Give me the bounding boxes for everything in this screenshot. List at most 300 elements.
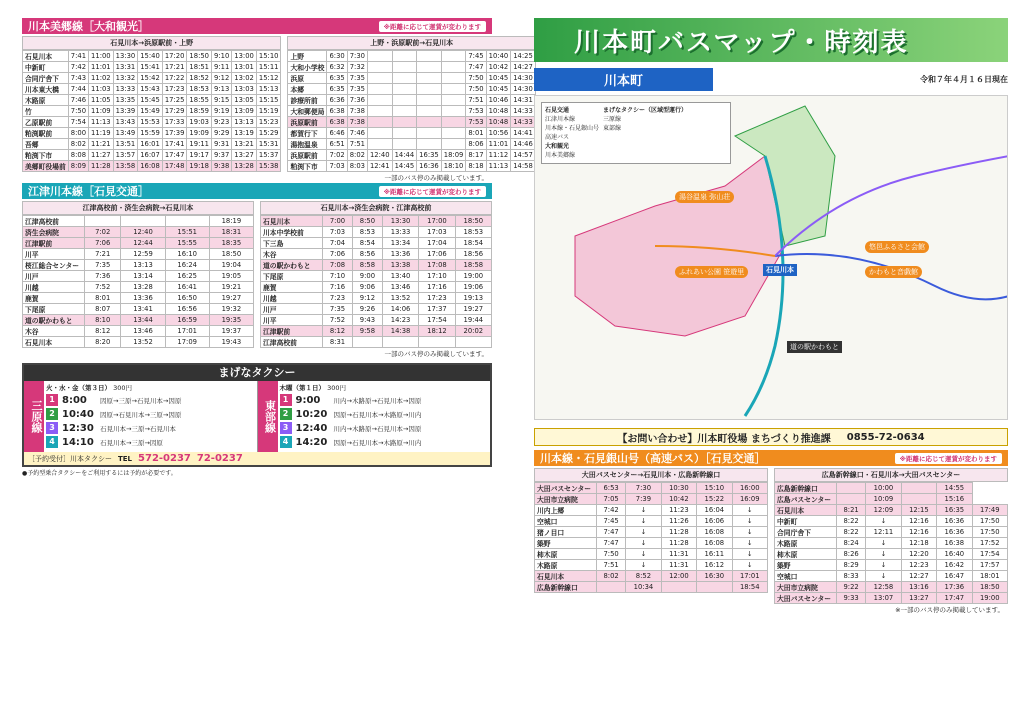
- table-row: [23, 304, 254, 315]
- route-heading: 上野・浜原駅前→石見川本: [287, 36, 535, 50]
- departure-time: 10:42: [661, 494, 696, 505]
- departure-time: ↓: [866, 571, 901, 582]
- departure-time: 20:02: [455, 326, 491, 337]
- stop-name: 川戸: [261, 304, 323, 315]
- departure-time: 18:09: [441, 150, 466, 161]
- trip-number-badge: 3: [46, 422, 58, 434]
- taxi-title: まげなタクシー: [24, 365, 490, 381]
- departure-time: 8:02: [68, 139, 88, 150]
- departure-time: 7:46: [347, 128, 367, 139]
- table-row: [775, 527, 1008, 538]
- departure-time: 11:12: [486, 150, 511, 161]
- departure-time: 16:08: [697, 538, 732, 549]
- stop-name: 都賀行下: [288, 128, 327, 139]
- departure-time: 13:28: [121, 282, 165, 293]
- table-row: [288, 95, 535, 106]
- timetable: [774, 482, 1008, 604]
- departure-time: 9:26: [352, 304, 382, 315]
- trip-time: 14:10: [62, 436, 94, 448]
- departure-time: ↓: [866, 560, 901, 571]
- stop-name: 本郷: [288, 84, 327, 95]
- departure-time: 7:03: [323, 227, 353, 238]
- stop-name: 美郷町役場前: [23, 161, 69, 172]
- departure-time: 13:07: [866, 593, 901, 604]
- departure-time: ↓: [732, 538, 767, 549]
- departure-time: 16:36: [937, 516, 972, 527]
- departure-time: 12:16: [901, 527, 936, 538]
- table-row: [261, 337, 492, 348]
- departure-time: 9:58: [352, 326, 382, 337]
- departure-time: 13:05: [232, 95, 257, 106]
- departure-time: 17:48: [162, 161, 187, 172]
- departure-time: 7:30: [347, 51, 367, 62]
- departure-time: 9:38: [212, 161, 232, 172]
- left-column: [22, 18, 533, 477]
- departure-time: 15:45: [138, 95, 163, 106]
- departure-time: 13:27: [232, 150, 257, 161]
- departure-time: 15:22: [697, 494, 732, 505]
- departure-time: 8:24: [837, 538, 866, 549]
- departure-time: 18:54: [455, 238, 491, 249]
- departure-time: 15:16: [937, 494, 972, 505]
- departure-time: 17:01: [732, 571, 767, 582]
- departure-time: 16:06: [697, 516, 732, 527]
- departure-time: [441, 51, 466, 62]
- departure-time: 7:51: [466, 95, 486, 106]
- table-row: [23, 282, 254, 293]
- departure-time: [441, 73, 466, 84]
- table-row: [288, 139, 535, 150]
- taxi-footnote: ●予約型乗合タクシーをご利用するには予約が必要です。: [22, 470, 177, 477]
- stop-name: 広島新幹線口: [535, 582, 597, 593]
- departure-time: [417, 73, 442, 84]
- departure-time: 12:23: [901, 560, 936, 571]
- departure-time: 11:31: [661, 560, 696, 571]
- table-row: [23, 73, 281, 84]
- tel-label: TEL: [118, 454, 133, 463]
- departure-time: 14:41: [511, 128, 536, 139]
- departure-time: 13:13: [121, 260, 165, 271]
- departure-time: 13:36: [121, 293, 165, 304]
- stop-name: 広島新幹線口: [775, 483, 837, 494]
- departure-time: 13:13: [232, 117, 257, 128]
- departure-time: 7:35: [347, 73, 367, 84]
- departure-time: 13:40: [382, 271, 418, 282]
- departure-time: 16:01: [138, 139, 163, 150]
- route-map[interactable]: [534, 95, 1008, 420]
- departure-time: 7:21: [85, 249, 121, 260]
- departure-time: 7:50: [597, 549, 626, 560]
- departure-time: 14:27: [511, 62, 536, 73]
- departure-time: 17:00: [419, 216, 455, 227]
- table-row: [288, 62, 535, 73]
- departure-time: 12:00: [661, 571, 696, 582]
- fare-value: 300円: [327, 384, 346, 392]
- departure-time: 15:12: [256, 73, 281, 84]
- departure-time: [901, 494, 936, 505]
- departure-time: 18:53: [187, 84, 212, 95]
- departure-time: 19:05: [209, 271, 253, 282]
- departure-time: 17:39: [162, 128, 187, 139]
- table-row: [23, 51, 281, 62]
- departure-time: 8:09: [68, 161, 88, 172]
- fare-value: 300円: [113, 384, 132, 392]
- stop-name: 上野: [288, 51, 327, 62]
- departure-time: 14:31: [511, 95, 536, 106]
- stop-name: 済生会病院: [23, 227, 85, 238]
- departure-time: 7:42: [68, 62, 88, 73]
- service-days: 火・水・金（第３日） 300円: [46, 384, 132, 392]
- stop-name: 築野: [775, 560, 837, 571]
- departure-time: ↓: [732, 516, 767, 527]
- departure-time: 7:06: [323, 249, 353, 260]
- departure-time: 9:10: [212, 51, 232, 62]
- table-row: [23, 95, 281, 106]
- departure-time: 11:02: [89, 73, 114, 84]
- contact-phone[interactable]: 0855-72-0634: [846, 431, 925, 443]
- departure-time: 19:35: [209, 315, 253, 326]
- contact-bar: [534, 428, 1008, 446]
- departure-time: 9:22: [837, 582, 866, 593]
- departure-time: 17:52: [972, 538, 1007, 549]
- departure-time: 7:00: [323, 216, 353, 227]
- table-row: [23, 139, 281, 150]
- departure-time: 8:00: [68, 128, 88, 139]
- stop-name: 木路原: [23, 95, 69, 106]
- departure-time: [392, 62, 417, 73]
- departure-time: 7:35: [323, 304, 353, 315]
- stop-name: 川本東大橋: [23, 84, 69, 95]
- departure-time: 15:53: [138, 117, 163, 128]
- departure-time: 15:29: [256, 128, 281, 139]
- departure-time: 14:55: [937, 483, 972, 494]
- departure-time: ↓: [866, 549, 901, 560]
- departure-time: [441, 139, 466, 150]
- trip-time: 12:40: [295, 422, 328, 434]
- departure-time: 13:16: [901, 582, 936, 593]
- table-row: [775, 538, 1008, 549]
- departure-time: 12:11: [866, 527, 901, 538]
- departure-time: 17:50: [972, 527, 1007, 538]
- stop-name: 川平: [23, 249, 85, 260]
- table-row: [775, 549, 1008, 560]
- timetable: [260, 215, 492, 348]
- table-row: [775, 560, 1008, 571]
- departure-time: 8:53: [352, 227, 382, 238]
- zone-info: [278, 381, 491, 452]
- departure-time: ↓: [626, 527, 661, 538]
- departure-time: 12:18: [901, 538, 936, 549]
- departure-time: 7:50: [466, 84, 486, 95]
- stop-name: 川平: [261, 315, 323, 326]
- taxi-zone-mihara: [24, 381, 258, 452]
- departure-time: 18:19: [209, 216, 253, 227]
- trip-number-badge: 3: [280, 422, 292, 434]
- departure-time: 8:21: [837, 505, 866, 516]
- departure-time: 19:11: [187, 139, 212, 150]
- departure-time: 14:57: [511, 150, 536, 161]
- departure-time: 13:35: [113, 95, 138, 106]
- departure-time: 18:55: [187, 95, 212, 106]
- departure-time: 13:33: [382, 227, 418, 238]
- stop-name: 石見川本: [261, 216, 323, 227]
- table-row: [288, 161, 535, 172]
- departure-time: 19:21: [209, 282, 253, 293]
- table-row: [261, 282, 492, 293]
- departure-time: 13:46: [121, 326, 165, 337]
- departure-time: 8:33: [837, 571, 866, 582]
- departure-time: 7:50: [68, 106, 88, 117]
- trip-route: 川内→木路原→石見川本→因原: [333, 424, 422, 433]
- departure-time: 19:00: [455, 271, 491, 282]
- departure-time: 11:03: [89, 84, 114, 95]
- kawamoto-line-tables: [534, 468, 1008, 604]
- departure-time: 6:38: [327, 117, 347, 128]
- departure-time: 15:43: [138, 84, 163, 95]
- departure-time: 17:47: [162, 150, 187, 161]
- table-row: [535, 505, 768, 516]
- departure-time: 7:02: [327, 150, 347, 161]
- trip-time: 10:40: [62, 408, 94, 420]
- departure-time: 13:43: [113, 117, 138, 128]
- departure-time: 7:03: [327, 161, 347, 172]
- booking-label: ［予約受付］川本タクシー: [28, 454, 112, 463]
- stop-name: 江津駅前: [23, 238, 85, 249]
- departure-time: 17:54: [972, 549, 1007, 560]
- table-row: [535, 527, 768, 538]
- departure-time: 13:30: [113, 51, 138, 62]
- taxi-trip: [46, 422, 255, 434]
- departure-time: 6:38: [327, 106, 347, 117]
- timetable: [22, 50, 281, 172]
- table-row: [535, 571, 768, 582]
- departure-time: 12:15: [901, 505, 936, 516]
- departure-time: [417, 117, 442, 128]
- departure-time: 8:06: [466, 139, 486, 150]
- departure-time: ↓: [732, 527, 767, 538]
- departure-time: 17:29: [162, 106, 187, 117]
- departure-time: 8:08: [68, 150, 88, 161]
- departure-time: 15:59: [138, 128, 163, 139]
- departure-time: 15:49: [138, 106, 163, 117]
- trip-route: 石見川本→三原→因原: [100, 438, 163, 447]
- departure-time: 13:46: [382, 282, 418, 293]
- departure-time: 13:31: [113, 62, 138, 73]
- stop-name: 乙原駅前: [23, 117, 69, 128]
- departure-time: 13:58: [113, 161, 138, 172]
- table-row: [775, 571, 1008, 582]
- departure-time: 7:16: [323, 282, 353, 293]
- title-banner: [534, 18, 1008, 62]
- trip-route: 因原→石見川本→三原→因原: [100, 410, 182, 419]
- table-row: [261, 260, 492, 271]
- departure-time: 17:06: [419, 249, 455, 260]
- departure-time: 12:40: [367, 150, 392, 161]
- stop-name: 空城口: [775, 571, 837, 582]
- departure-time: 14:33: [511, 117, 536, 128]
- table-row: [261, 216, 492, 227]
- departure-time: 11:28: [661, 538, 696, 549]
- departure-time: 13:00: [232, 51, 257, 62]
- departure-time: 19:37: [209, 326, 253, 337]
- departure-time: 19:17: [187, 150, 212, 161]
- table-row: [261, 315, 492, 326]
- departure-time: 17:22: [162, 73, 187, 84]
- table-row: [288, 73, 535, 84]
- stop-name: 浜原駅前: [288, 150, 327, 161]
- table-row: [23, 293, 254, 304]
- departure-time: [441, 128, 466, 139]
- departure-time: [417, 62, 442, 73]
- departure-time: 18:10: [441, 161, 466, 172]
- departure-time: 9:43: [352, 315, 382, 326]
- departure-time: [441, 62, 466, 73]
- departure-time: 18:50: [972, 582, 1007, 593]
- phone-2[interactable]: 72-0237: [196, 453, 243, 464]
- departure-time: 6:35: [327, 73, 347, 84]
- table-row: [535, 483, 768, 494]
- departure-time: 17:16: [419, 282, 455, 293]
- zone-info: [44, 381, 257, 452]
- departure-time: 16:11: [697, 549, 732, 560]
- stop-name: 江津駅前: [261, 326, 323, 337]
- stop-name: 粕渕下市: [23, 150, 69, 161]
- departure-time: 14:25: [511, 51, 536, 62]
- departure-time: 17:36: [937, 582, 972, 593]
- misato-inbound: [287, 36, 535, 172]
- stop-name: 川内上郷: [535, 505, 597, 516]
- table-row: [775, 494, 1008, 505]
- stop-name: 川戸: [23, 271, 85, 282]
- departure-time: 17:54: [419, 315, 455, 326]
- departure-time: [441, 84, 466, 95]
- zone-label: 東部線: [258, 381, 278, 452]
- departure-time: ↓: [626, 549, 661, 560]
- gotsu-kawamoto-header: [22, 183, 492, 199]
- stop-name: 下尾原: [261, 271, 323, 282]
- departure-time: [392, 128, 417, 139]
- departure-time: 7:50: [466, 73, 486, 84]
- departure-time: 9:12: [212, 73, 232, 84]
- departure-time: 11:26: [661, 516, 696, 527]
- departure-time: [597, 582, 626, 593]
- departure-time: 17:01: [165, 326, 209, 337]
- stop-name: 石見川本: [23, 337, 85, 348]
- departure-time: ↓: [866, 538, 901, 549]
- departure-time: [417, 128, 442, 139]
- departure-time: [661, 582, 696, 593]
- right-column: [534, 18, 1008, 615]
- departure-time: 18:51: [187, 62, 212, 73]
- map-label-park: ふれあい公園 笹遊里: [675, 266, 748, 278]
- departure-time: 16:08: [138, 161, 163, 172]
- departure-time: 14:06: [382, 304, 418, 315]
- table-row: [23, 260, 254, 271]
- departure-time: 7:05: [597, 494, 626, 505]
- departure-time: 18:12: [419, 326, 455, 337]
- table-row: [535, 516, 768, 527]
- route-heading: 広島新幹線口・石見川本→大田バスセンター: [774, 468, 1008, 482]
- departure-time: 14:58: [511, 161, 536, 172]
- departure-time: 16:24: [165, 260, 209, 271]
- trip-route: 因原→石見川本→木路原→川内: [333, 438, 422, 447]
- departure-time: 9:12: [352, 293, 382, 304]
- departure-time: ↓: [732, 505, 767, 516]
- stop-name: 吾郷: [23, 139, 69, 150]
- departure-time: 12:40: [121, 227, 165, 238]
- departure-time: 15:55: [165, 238, 209, 249]
- table-row: [288, 84, 535, 95]
- departure-time: 18:54: [732, 582, 767, 593]
- departure-time: 9:29: [212, 128, 232, 139]
- departure-time: 7:52: [85, 282, 121, 293]
- departure-time: 17:23: [162, 84, 187, 95]
- stop-name: 竹: [23, 106, 69, 117]
- kawamoto-misato-header: [22, 18, 492, 34]
- gotsu-kawamoto-tables: [22, 201, 492, 348]
- departure-time: 17:23: [419, 293, 455, 304]
- departure-time: 12:58: [866, 582, 901, 593]
- table-row: [261, 238, 492, 249]
- departure-time: [367, 95, 392, 106]
- departure-time: 7:45: [466, 51, 486, 62]
- table-row: [23, 271, 254, 282]
- departure-time: 11:27: [89, 150, 114, 161]
- departure-time: 16:25: [165, 271, 209, 282]
- map-label-roadside: 道の駅かわもと: [787, 341, 842, 353]
- departure-time: 11:28: [661, 527, 696, 538]
- table-row: [535, 494, 768, 505]
- map-label-hall: 悠邑ふるさと会館: [865, 241, 929, 253]
- departure-time: 19:13: [455, 293, 491, 304]
- phone-1[interactable]: 572-0237: [138, 453, 191, 464]
- departure-time: 8:12: [85, 326, 121, 337]
- departure-time: 15:51: [165, 227, 209, 238]
- table-row: [23, 150, 281, 161]
- departure-time: 10:42: [486, 62, 511, 73]
- departure-time: 8:12: [323, 326, 353, 337]
- stop-name: 木谷: [261, 249, 323, 260]
- table-row: [23, 117, 281, 128]
- departure-time: 17:08: [419, 260, 455, 271]
- departure-time: 13:36: [382, 249, 418, 260]
- departure-time: 9:00: [352, 271, 382, 282]
- departure-time: 17:57: [972, 560, 1007, 571]
- departure-time: 11:13: [89, 117, 114, 128]
- departure-time: [367, 139, 392, 150]
- route-heading: 大田バスセンター→石見川本・広島新幹線口: [534, 468, 768, 482]
- departure-time: 9:37: [212, 150, 232, 161]
- departure-time: 7:36: [85, 271, 121, 282]
- departure-time: [392, 95, 417, 106]
- departure-time: 10:48: [486, 117, 511, 128]
- gotsu-outbound: [22, 201, 254, 348]
- departure-time: [441, 95, 466, 106]
- departure-time: 14:23: [382, 315, 418, 326]
- departure-time: [392, 84, 417, 95]
- departure-time: 8:26: [837, 549, 866, 560]
- departure-time: 10:56: [486, 128, 511, 139]
- departure-time: 15:38: [256, 161, 281, 172]
- departure-time: 7:47: [597, 527, 626, 538]
- table-row: [261, 227, 492, 238]
- departure-time: 7:47: [466, 62, 486, 73]
- departure-time: 8:54: [352, 238, 382, 249]
- stop-name: 大田バスセンター: [535, 483, 597, 494]
- departure-time: 13:34: [382, 238, 418, 249]
- departure-time: 17:03: [419, 227, 455, 238]
- trip-number-badge: 1: [280, 394, 292, 406]
